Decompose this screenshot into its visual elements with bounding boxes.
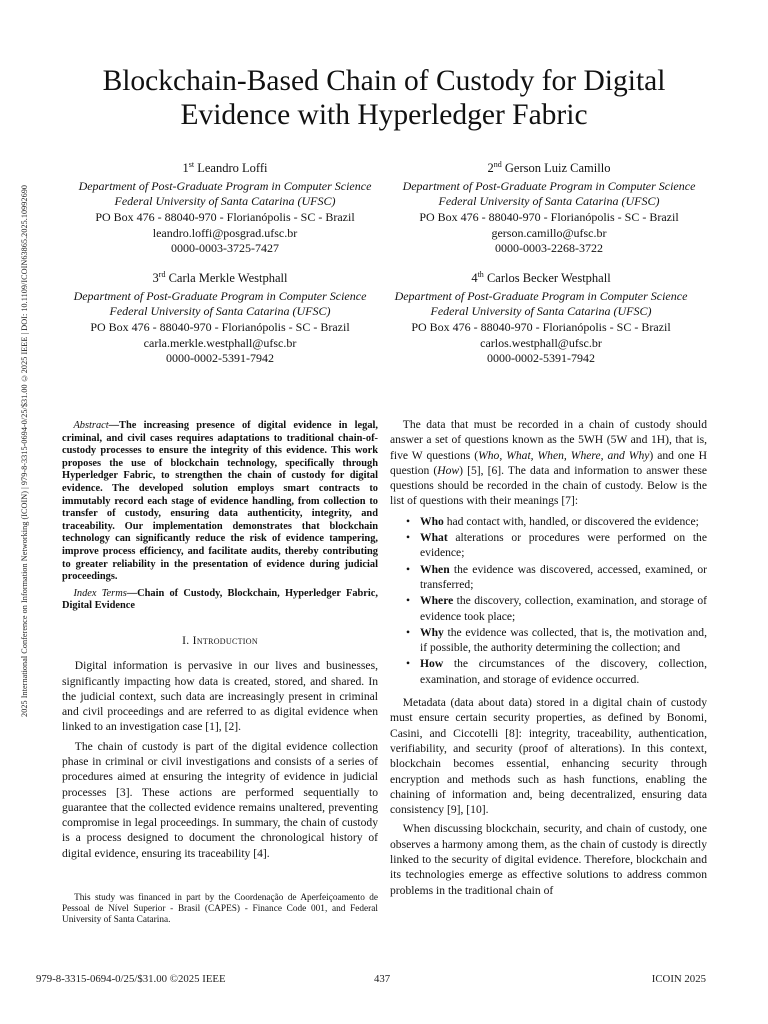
author-block-1	[60, 157, 390, 257]
abstract-label: Abstract	[73, 420, 109, 431]
blockchain-paragraph: When discussing blockchain, security, and chain of custody, one observes a harmony among them, as the chain of custody is directly linked to the security of digital evidence. Therefore, blockchain and its technologies emerge as effective solutions to address common problems in the traditional chain of	[390, 822, 707, 897]
author-address: PO Box 476 - 88040-970 - Florianópolis - SC - Brazil	[90, 319, 350, 334]
list-item: • Why the evidence was collected, that is, the motivation and, if possible, the authority determining the collection; and	[406, 625, 707, 655]
footer-isbn: 979-8-3315-0694-0/25/$31.00 ©2025 IEEE	[36, 973, 226, 985]
intro-paragraph-2: The chain of custody is part of the digital evidence collection phase in criminal or civil investigations and consists of a series of procedures aimed at ensuring the integrity of evidence in judicial processes [3]. These actions are performed sequentially to guarantee that the collected evidence remains unaltered, preventing compromise in legal proceedings. In summary, the chain of custody is a process designed to document the chronological history of digital evidence, ensuring its traceability [4].	[62, 739, 378, 860]
side-doi-strip: 2025 International Conference on Information Networking (ICOIN) | 979-8-3315-0694-0/25/$31.00 ©2025 IEEE | DOI: 10.1109/ICOIN63865.2025.10992690	[20, 185, 29, 717]
index-terms-label: Index Terms	[73, 587, 127, 599]
list-item: • Where the discovery, collection, examination, and storage of evidence took place;	[406, 594, 707, 623]
author-block-4	[376, 267, 706, 367]
list-item: • What alterations or procedures were performed on the evidence;	[406, 531, 707, 560]
title-line-2: Evidence with Hyperledger Fabric	[180, 99, 588, 131]
metadata-paragraph: Metadata (data about data) stored in a digital chain of custody must ensure certain security properties, as defined by Bonomi, Casini, and Ciccotelli [8]: integrity, traceability, authentication, verifiability, and security (proof of alterations). In this context, blockchain becomes essential, enhancing security through encryption and methods such as hash functions, enabling the chaining of information and, being decentralized, ensuring data consistency [9], [10].	[390, 696, 707, 817]
funding-footnote: This study was financed in part by the Coordenação de Aperfeiçoamento de Pessoal de Nível Superior - Brasil (CAPES) - Finance Code 001, and Federal University of Santa Catarina.	[62, 893, 378, 926]
author-name: 4th Carlos Becker Westphall	[471, 270, 611, 286]
5wh-question-list	[390, 514, 707, 687]
author-department: Department of Post-Graduate Program in Computer Science	[78, 178, 372, 193]
author-address: PO Box 476 - 88040-970 - Florianópolis - SC - Brazil	[411, 319, 671, 334]
author-name: 3rd Carla Merkle Westphall	[152, 270, 288, 286]
author-name: 2nd Gerson Luiz Camillo	[487, 160, 611, 176]
author-department: Department of Post-Graduate Program in Computer Science	[73, 288, 367, 303]
abstract-text: —The increasing presence of digital evidence in legal, criminal, and civil cases requires adaptations to traditional chain-of-custody processes to ensure the integrity of this evidence. This work proposes the use of blockchain technology, specifically through Hyperledger Fabric, to strengthen the chain of custody for digital evidence. The developed solution employs smart contracts to immutably record each stage of evidence handling, from collection to transfer of custody, ensuring data authenticity, integrity, and traceability. Our implementation demonstrates that blockchain technology can significantly reduce the risk of evidence tampering, improve process efficiency, and facilitate audits, thereby contributing to greater reliability in the presentation of evidence during judicial proceedings.	[62, 420, 378, 583]
bullet-icon: •	[406, 625, 411, 639]
list-item: • How the circumstances of the discovery, collection, examination, and storage of evidence occurred.	[406, 657, 707, 686]
author-email[interactable]: carlos.westphall@ufsc.br	[480, 335, 602, 350]
author-orcid: 0000-0003-3725-7427	[171, 241, 279, 256]
paper-title	[70, 64, 698, 132]
author-block-3	[55, 267, 385, 367]
index-terms-text: —Chain of Custody, Blockchain, Hyperledger Fabric, Digital Evidence	[62, 587, 378, 612]
author-university: Federal University of Santa Catarina (UFSC)	[430, 304, 652, 319]
footer-page-number: 437	[374, 973, 391, 985]
bullet-icon: •	[406, 594, 411, 608]
index-terms	[62, 588, 378, 613]
author-university: Federal University of Santa Catarina (UFSC)	[438, 194, 660, 209]
intro-5wh-paragraph: The data that must be recorded in a chain of custody should answer a set of questions known as the 5WH (5W and 1H), that is, five W questions (Who, What, When, Where, and Why) and one H question (How) [5], [6]. The data and information to answer these questions should be recorded in the chain of custody. Below is the list of questions with their meanings [7]:	[390, 418, 708, 508]
right-column	[390, 417, 707, 902]
author-university: Federal University of Santa Catarina (UFSC)	[114, 194, 336, 209]
bullet-icon: •	[406, 514, 411, 528]
author-name: 1st Leandro Loffi	[182, 160, 268, 176]
author-email[interactable]: leandro.loffi@posgrad.ufsc.br	[152, 225, 298, 240]
author-orcid: 0000-0002-5391-7942	[487, 351, 595, 366]
author-orcid: 0000-0002-5391-7942	[166, 351, 274, 366]
author-email[interactable]: carla.merkle.westphall@ufsc.br	[143, 335, 297, 350]
author-email[interactable]: gerson.camillo@ufsc.br	[491, 225, 607, 240]
bullet-icon: •	[406, 531, 411, 545]
bullet-icon: •	[406, 657, 411, 671]
author-department: Department of Post-Graduate Program in Computer Science	[394, 288, 688, 303]
author-university: Federal University of Santa Catarina (UFSC)	[109, 304, 331, 319]
section-heading-introduction: I. Introduction	[182, 633, 258, 647]
list-item: • When the evidence was discovered, accessed, examined, or transferred;	[406, 562, 707, 591]
author-orcid: 0000-0003-2268-3722	[495, 241, 603, 256]
bullet-icon: •	[406, 562, 411, 576]
author-department: Department of Post-Graduate Program in Computer Science	[402, 178, 696, 193]
author-address: PO Box 476 - 88040-970 - Florianópolis - SC - Brazil	[95, 209, 355, 224]
author-block-2	[384, 157, 714, 257]
intro-paragraph-1: Digital information is pervasive in our lives and businesses, significantly impacting how data is created, stored, and shared. In the judicial context, such data are increasingly present in criminal and civil proceedings and are referred to as digital evidence when linked to an investigation case [1], [2].	[62, 659, 378, 734]
list-item: • Who had contact with, handled, or discovered the evidence;	[406, 514, 699, 528]
left-column	[62, 420, 378, 865]
abstract	[62, 420, 378, 584]
footer-venue: ICOIN 2025	[651, 973, 706, 985]
title-line-1: Blockchain-Based Chain of Custody for Digital	[102, 65, 666, 97]
author-address: PO Box 476 - 88040-970 - Florianópolis - SC - Brazil	[419, 209, 679, 224]
